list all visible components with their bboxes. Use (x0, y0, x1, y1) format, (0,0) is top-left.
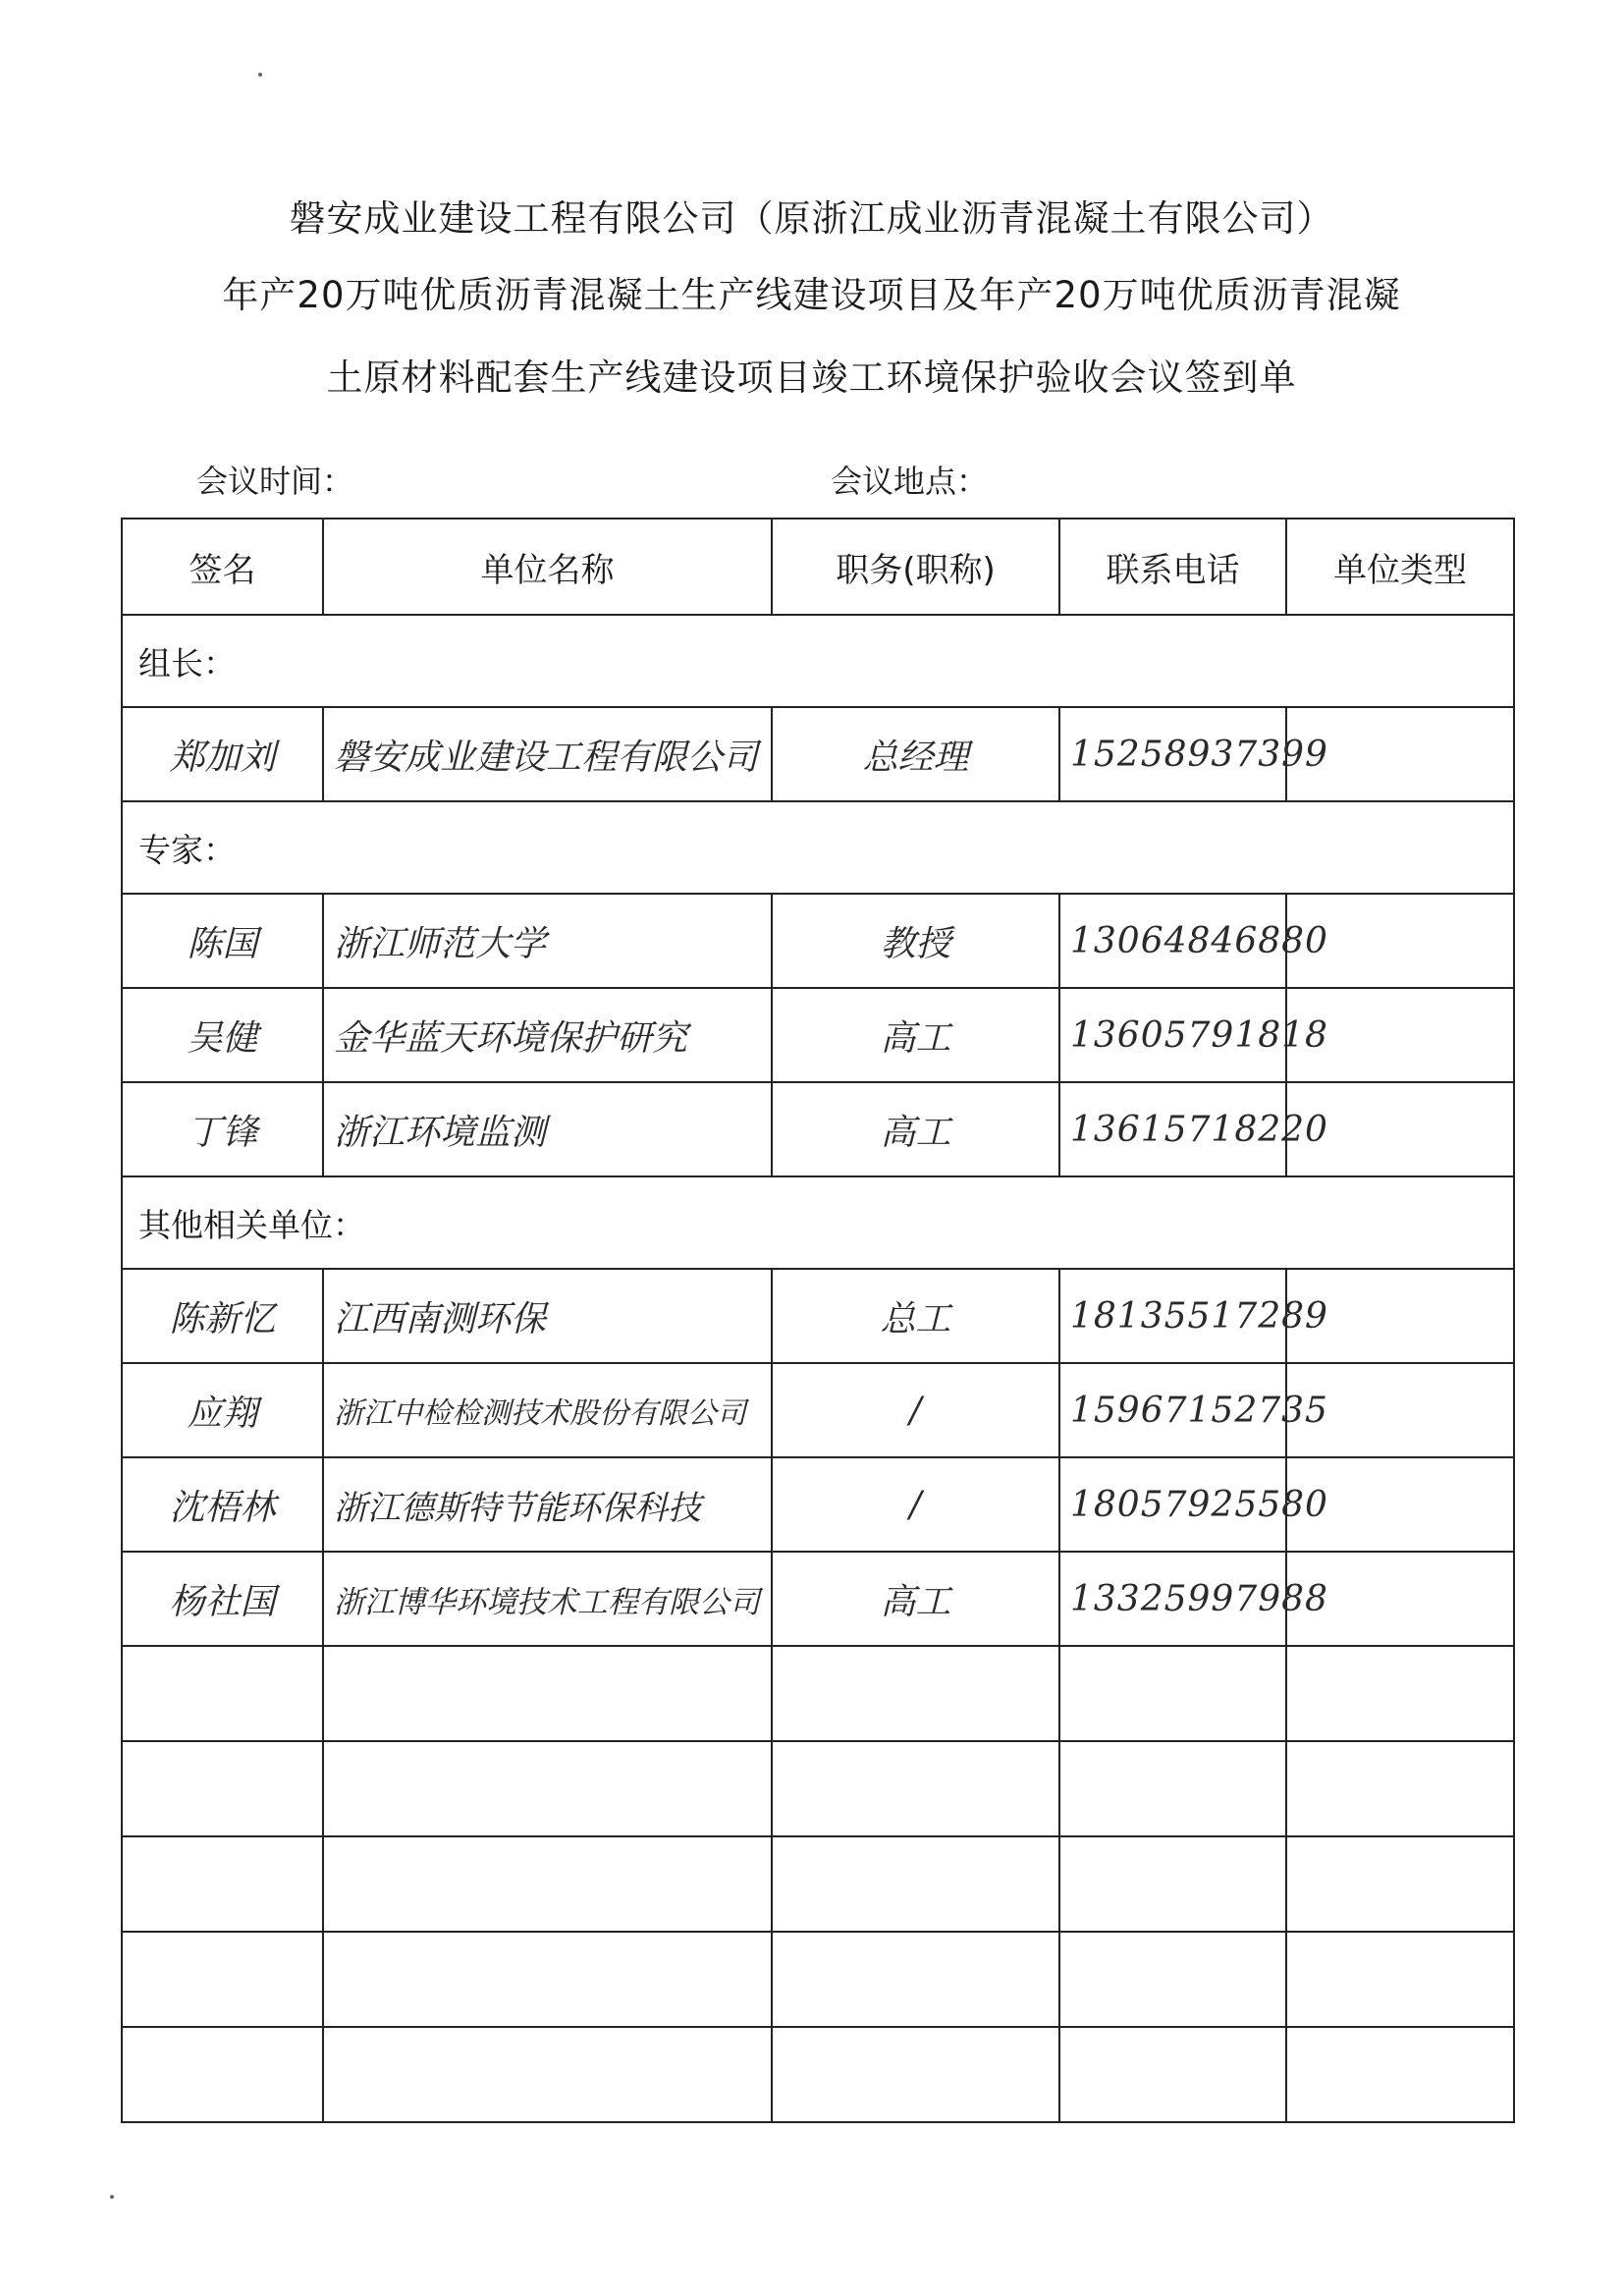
blank-cell (772, 1932, 1059, 2027)
section-label-experts: 专家： (122, 801, 1514, 894)
blank-cell (122, 1646, 323, 1741)
section-label-other-units: 其他相关单位： (122, 1176, 1514, 1269)
blank-cell (323, 1836, 772, 1932)
job-title-cell: / (772, 1363, 1059, 1457)
unit-cell: 浙江中检检测技术股份有限公司 (323, 1363, 772, 1457)
blank-cell (1059, 1741, 1286, 1836)
phone-cell: 13064846880 (1059, 894, 1286, 988)
job-title-cell: 教授 (772, 894, 1059, 988)
header-unit-type: 单位类型 (1286, 519, 1514, 615)
unit-cell: 浙江德斯特节能环保科技 (323, 1457, 772, 1552)
job-title-cell: 总经理 (772, 707, 1059, 801)
phone-cell: 13615718220 (1059, 1082, 1286, 1176)
header-phone: 联系电话 (1059, 519, 1286, 615)
blank-cell (1286, 1836, 1514, 1932)
blank-cell (122, 1932, 323, 2027)
phone-cell: 15967152735 (1059, 1363, 1286, 1457)
sign-in-table (121, 518, 1515, 2123)
blank-cell (1059, 1836, 1286, 1932)
table-row (122, 894, 1514, 988)
blank-cell (122, 1836, 323, 1932)
meeting-time-label: 会议时间： (196, 463, 354, 500)
blank-cell (323, 1741, 772, 1836)
signature-cell: 应翔 (122, 1363, 323, 1457)
blank-cell (1286, 1741, 1514, 1836)
blank-row (122, 1741, 1514, 1836)
scan-speck (110, 2195, 114, 2199)
table-header-row (122, 519, 1514, 615)
job-title-cell: 高工 (772, 1082, 1059, 1176)
phone-cell: 13325997988 (1059, 1552, 1286, 1646)
blank-cell (1286, 1932, 1514, 2027)
blank-cell (323, 2027, 772, 2122)
phone-cell: 18135517289 (1059, 1269, 1286, 1363)
phone-cell: 18057925580 (1059, 1457, 1286, 1552)
table-row (122, 1552, 1514, 1646)
blank-cell (772, 1646, 1059, 1741)
unit-cell: 浙江环境监测 (323, 1082, 772, 1176)
form-title-line-3: 土原材料配套生产线建设项目竣工环境保护验收会议签到单 (326, 356, 1297, 399)
table-row (122, 707, 1514, 801)
table-row (122, 988, 1514, 1082)
phone-cell: 15258937399 (1059, 707, 1286, 801)
unit-cell: 金华蓝天环境保护研究 (323, 988, 772, 1082)
blank-cell (1286, 2027, 1514, 2122)
header-signature: 签名 (122, 519, 323, 615)
header-unit-name: 单位名称 (323, 519, 772, 615)
header-job-title: 职务(职称) (772, 519, 1059, 615)
signature-cell: 陈新忆 (122, 1269, 323, 1363)
blank-cell (1059, 1646, 1286, 1741)
unit-cell: 浙江博华环境技术工程有限公司 (323, 1552, 772, 1646)
table-row (122, 1363, 1514, 1457)
signature-cell: 沈梧林 (122, 1457, 323, 1552)
blank-cell (772, 2027, 1059, 2122)
blank-row (122, 1836, 1514, 1932)
blank-row (122, 2027, 1514, 2122)
job-title-cell: / (772, 1457, 1059, 1552)
table-row (122, 1082, 1514, 1176)
table-row (122, 1457, 1514, 1552)
signature-cell: 杨社国 (122, 1552, 323, 1646)
scan-speck (258, 73, 262, 77)
phone-cell: 13605791818 (1059, 988, 1286, 1082)
blank-cell (323, 1932, 772, 2027)
blank-cell (122, 2027, 323, 2122)
blank-cell (1059, 1932, 1286, 2027)
signature-cell: 丁锋 (122, 1082, 323, 1176)
table-row (122, 1269, 1514, 1363)
meeting-place-label: 会议地点： (831, 463, 989, 500)
job-title-cell: 高工 (772, 1552, 1059, 1646)
blank-cell (323, 1646, 772, 1741)
blank-row (122, 1646, 1514, 1741)
blank-cell (122, 1741, 323, 1836)
unit-cell: 江西南测环保 (323, 1269, 772, 1363)
section-label-leader: 组长： (122, 615, 1514, 707)
blank-cell (1059, 2027, 1286, 2122)
job-title-cell: 总工 (772, 1269, 1059, 1363)
blank-cell (772, 1836, 1059, 1932)
unit-cell: 浙江师范大学 (323, 894, 772, 988)
form-title-line-1: 磐安成业建设工程有限公司（原浙江成业沥青混凝土有限公司） (289, 197, 1334, 240)
job-title-cell: 高工 (772, 988, 1059, 1082)
blank-cell (772, 1741, 1059, 1836)
signature-cell: 陈国 (122, 894, 323, 988)
blank-cell (1286, 1646, 1514, 1741)
form-title-line-2: 年产20万吨优质沥青混凝土生产线建设项目及年产20万吨优质沥青混凝 (222, 274, 1401, 316)
blank-row (122, 1932, 1514, 2027)
signature-cell: 郑加刘 (122, 707, 323, 801)
signature-cell: 吴健 (122, 988, 323, 1082)
unit-cell: 磐安成业建设工程有限公司 (323, 707, 772, 801)
